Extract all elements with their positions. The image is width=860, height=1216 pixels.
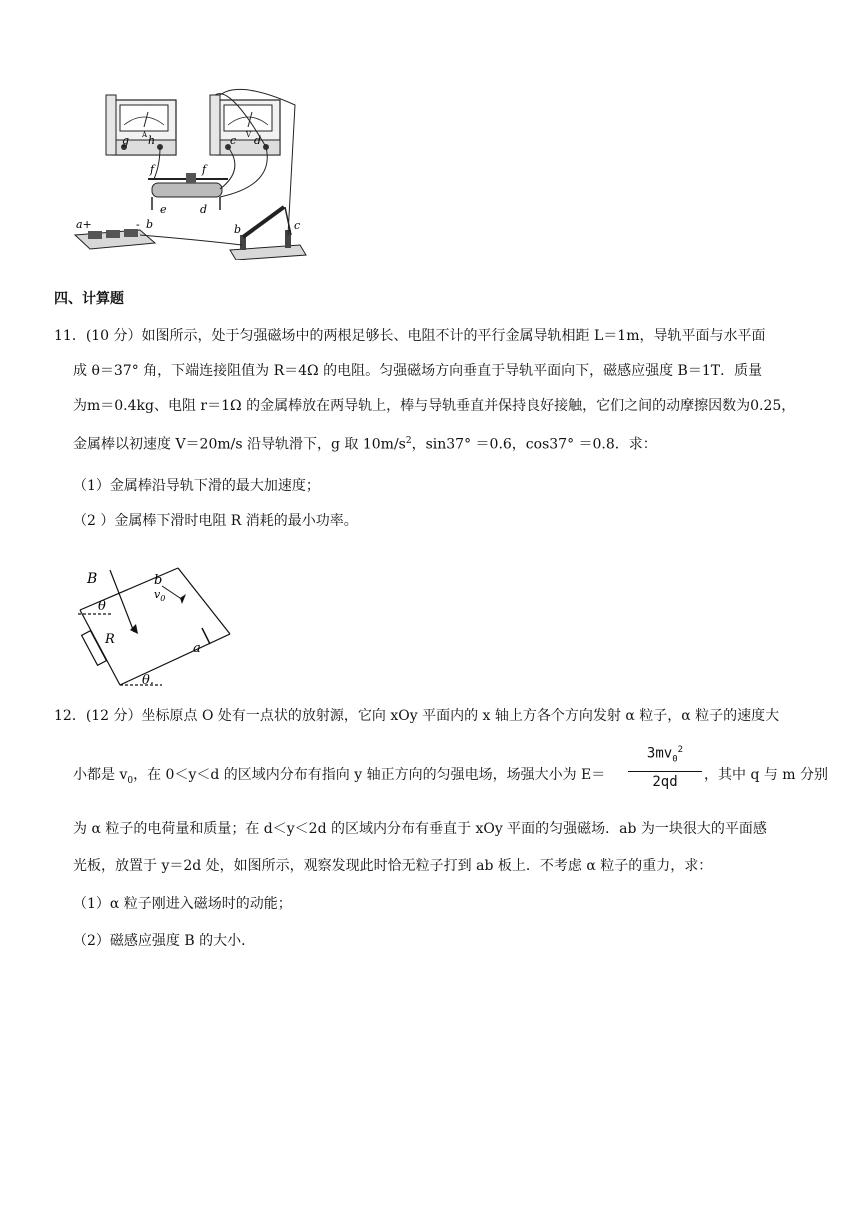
label-B: B: [87, 571, 98, 587]
voltmeter-unit: V: [246, 131, 252, 139]
q11-line-4-post: ，sin37° ＝0.6，cos37° ＝0.8．求：: [411, 436, 657, 453]
inclined-rails-figure: [70, 562, 240, 692]
circuit-apparatus-figure: [70, 85, 310, 260]
q12-line-2-left: [73, 765, 605, 791]
label-d-meter: d: [254, 134, 262, 147]
field-strength-fraction: [626, 745, 704, 797]
label-a: a: [193, 641, 201, 656]
label-g: g: [122, 134, 130, 147]
section-heading: 四、计算题: [54, 291, 124, 307]
q12-subquestion-2: （2）磁感应强度 B 的大小．: [73, 933, 256, 949]
label-c-switch: c: [294, 219, 301, 232]
q11-line-3: 为m＝0.4kg、电阻 r＝1Ω 的金属棒放在两导轨上，棒与导轨垂直并保持良好接触，它们之间的动摩擦因数为0.25，: [73, 398, 796, 414]
fraction-numerator: [626, 745, 704, 764]
q11-subquestion-2: （2 ）金属棒下滑时电阻 R 消耗的最小功率。: [73, 513, 358, 529]
fraction-numerator-main: 3mv: [646, 745, 673, 762]
q12-line-2-mid: ，在 0＜y＜d 的区域内分布有指向 y 轴正方向的匀强电场，场强大小为 E＝: [133, 767, 606, 783]
q12-line-2-post: ，其中 q 与 m 分别: [704, 767, 829, 783]
fraction-numerator-sup: 2: [677, 745, 684, 755]
label-f-right: f: [202, 163, 207, 176]
q11-line-4-sup: 2: [405, 436, 412, 446]
q12-line-4: 光板，放置于 y＝2d 处，如图所示，观察发现此时恰无粒子打到 ab 板上．不考虑 α 粒子的重力，求：: [73, 858, 713, 874]
label-b: b: [154, 573, 163, 588]
fraction-denominator: 2qd: [652, 774, 678, 790]
label-b-switch: b: [234, 223, 242, 236]
q11-line-4: [73, 431, 657, 455]
fraction-bar: [628, 771, 702, 772]
label-h: h: [148, 134, 156, 147]
label-d-rheostat: d: [200, 203, 208, 216]
label-v0: [154, 588, 165, 603]
label-b-battery: b: [146, 218, 154, 231]
label-v0-sub: 0: [160, 594, 166, 603]
ammeter-unit: A: [142, 131, 148, 139]
label-a-plus: a+: [76, 218, 92, 231]
switch-icon: [230, 207, 306, 260]
q12-line-2-sub: 0: [127, 775, 134, 786]
q11-line-1: 11．(10 分）如图所示，处于匀强磁场中的两根足够长、电阻不计的平行金属导轨相距 L＝1m，导轨平面与水平面: [54, 328, 766, 344]
q12-line-3: 为 α 粒子的电荷量和质量；在 d＜y＜2d 的区域内分布有垂直于 xOy 平面的匀强磁场．ab 为一块很大的平面感: [73, 821, 767, 837]
label-e: e: [160, 203, 167, 216]
voltmeter-icon: [210, 95, 280, 155]
ammeter-icon: [106, 95, 176, 155]
label-theta-bottom: θ.: [142, 673, 154, 688]
label-R: R: [105, 632, 115, 647]
label-c-meter: c: [230, 134, 237, 147]
q11-line-4-pre: 金属棒以初速度 V＝20m/s 沿导轨滑下，g 取 10m/s: [73, 436, 406, 453]
q11-line-2: 成 θ＝37° 角，下端连接阻值为 R＝4Ω 的电阻。匀强磁场方向垂直于导轨平面向下，磁感应强度 B＝1T．质量: [73, 363, 763, 379]
battery-icon: [75, 229, 155, 249]
q12-subquestion-1: （1）α 粒子刚进入磁场时的动能；: [73, 896, 292, 912]
label-f-left: f: [150, 163, 155, 176]
label-minus: -: [136, 218, 140, 231]
q11-subquestion-1: （1）金属棒沿导轨下滑的最大加速度；: [73, 478, 320, 494]
q12-line-1: 12．(12 分）坐标原点 O 处有一点状的放射源，它向 xOy 平面内的 x 轴上方各个方向发射 α 粒子，α 粒子的速度大: [54, 708, 780, 724]
label-theta-top: θ: [98, 599, 106, 614]
q12-line-2-pre: 小都是 v: [73, 767, 128, 783]
label-v0-main: v: [154, 588, 161, 601]
fraction-numerator-sub: 0: [672, 754, 678, 765]
